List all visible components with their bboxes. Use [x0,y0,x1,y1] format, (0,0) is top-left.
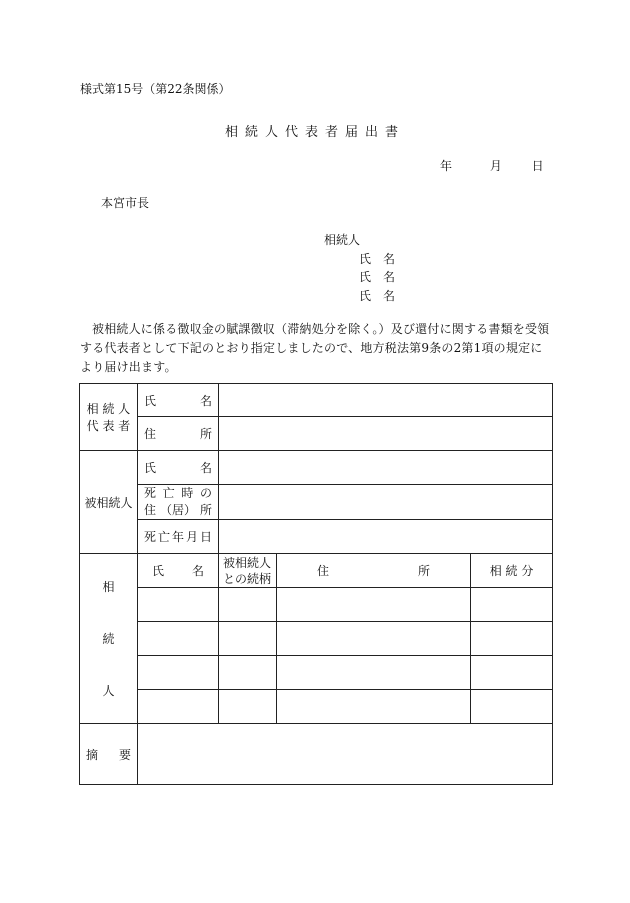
rep-name-label: 氏 名 [138,384,219,417]
form-number: 様式第15号（第22条関係） [80,82,231,96]
heir-name-cell[interactable] [138,690,219,724]
rep-name-field[interactable] [219,384,553,417]
heir-address-cell[interactable] [277,588,471,622]
death-date-field[interactable] [219,520,553,554]
heir-relation-cell[interactable] [219,588,277,622]
heir-share-cell[interactable] [471,690,553,724]
date-line [440,157,544,174]
heir-share-cell[interactable] [471,588,553,622]
rep-address-field[interactable] [219,417,553,451]
decedent-label: 被相続人 [80,451,138,554]
heir-relation-cell[interactable] [219,690,277,724]
death-date-label: 死 亡 年 月 日 [138,520,219,554]
addressee: 本宮市長 [101,196,150,210]
heir-col-address: 住 所 [277,554,471,588]
document-title: 相続人代表者届出書 [224,125,405,140]
heir-address-cell[interactable] [277,690,471,724]
heir-name-cell[interactable] [138,588,219,622]
body-text: 被相続人に係る徴収金の賦課徴収（滞納処分を除く。）及び還付に関する書類を受領する代表者として下記のとおり指定しましたので、地方税法第9条の2第1項の規定により届け出ます。 [80,322,550,374]
heir-col-name: 氏 名 [138,554,219,588]
decedent-name-label: 氏 名 [138,451,219,485]
heir-name-cell[interactable] [138,656,219,690]
applicant-name-line: 氏 名 [359,270,396,284]
heir-label: 相続人 [324,233,361,247]
heir-share-cell[interactable] [471,656,553,690]
declaration-table [79,383,553,785]
decedent-address-field[interactable] [219,485,553,520]
decedent-name-field[interactable] [219,451,553,485]
applicant-name-line: 氏 名 [359,289,396,303]
applicant-name-line: 氏 名 [359,252,396,266]
date-year: 年 [440,159,453,173]
heir-name-cell[interactable] [138,622,219,656]
heir-col-relation: 被相続人 との続柄 [219,554,277,588]
heir-address-cell[interactable] [277,656,471,690]
date-month: 月 [489,159,502,173]
representative-label: 相 続 人 代 表 者 [80,384,138,451]
heir-address-cell[interactable] [277,622,471,656]
summary-field[interactable] [138,724,553,785]
heir-col-share: 相 続 分 [471,554,553,588]
heirs-label: 相 続 人 [80,554,138,724]
decedent-address-label: 死 亡 時 の 住 （居） 所 [138,485,219,520]
heir-relation-cell[interactable] [219,622,277,656]
heir-relation-cell[interactable] [219,656,277,690]
rep-address-label: 住 所 [138,417,219,451]
heir-share-cell[interactable] [471,622,553,656]
date-day: 日 [531,159,544,173]
summary-label: 摘 要 [80,724,138,785]
